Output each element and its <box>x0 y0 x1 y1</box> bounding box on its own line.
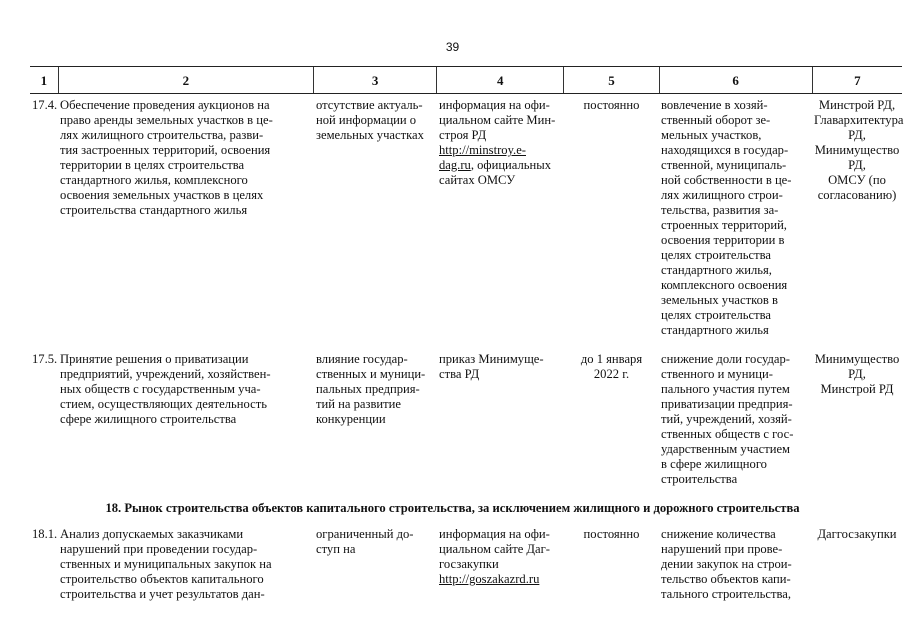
problem-line: тий на развитие <box>316 397 401 411</box>
result-cell <box>659 352 812 487</box>
responsible-line: Даггосзакупки <box>817 527 897 541</box>
result-line: находящихся в государ- <box>661 143 789 157</box>
source-line: сайтах ОМСУ <box>439 173 516 187</box>
problem-line: влияние государ- <box>316 352 408 366</box>
result-line: тий, учреждений, хозяй- <box>661 412 792 426</box>
deadline-line: постоянно <box>583 527 640 541</box>
source-cell <box>437 98 564 338</box>
measure-line: тия застроенных территорий, освоения <box>60 143 271 157</box>
result-line: комплексного освоения <box>661 278 788 292</box>
measure-line: ственных и муниципальных закупок на <box>60 557 272 571</box>
result-line: освоения территории в <box>661 233 785 247</box>
problem-cell <box>314 352 437 487</box>
responsible-cell <box>812 352 902 487</box>
result-line: ной собственности в це- <box>661 173 792 187</box>
source-link[interactable]: http://minstroy.e- <box>439 143 526 157</box>
problem-line: конкуренции <box>316 412 386 426</box>
deadline-cell <box>564 98 659 338</box>
header-col-3: 3 <box>314 67 437 93</box>
result-line: нарушений при прове- <box>661 542 783 556</box>
deadline-line: постоянно <box>583 98 640 112</box>
measure-line: стандартного жилья, комплексного <box>60 173 248 187</box>
result-line: дении закупок на строи- <box>661 557 792 571</box>
responsible-line: ОМСУ (по <box>828 173 886 187</box>
problem-line: ограниченный до- <box>316 527 414 541</box>
problem-line: земельных участках <box>316 128 424 142</box>
header-col-1: 1 <box>30 67 59 93</box>
source-line: информация на офи- <box>439 98 550 112</box>
problem-line: пальных предприя- <box>316 382 420 396</box>
measure-line: Принятие решения о приватизации <box>60 352 249 366</box>
source-line: приказ Минимуще- <box>439 352 544 366</box>
result-line: ственной, муниципаль- <box>661 158 787 172</box>
result-line: строенных территорий, <box>661 218 787 232</box>
responsible-line: согласованию) <box>817 188 897 202</box>
result-line: ударственным участием <box>661 442 791 456</box>
header-col-6: 6 <box>660 67 813 93</box>
measure-line: строительства стандартного жилья <box>60 203 248 217</box>
problem-line: ной информации о <box>316 113 417 127</box>
result-line: строительства <box>661 472 738 486</box>
table-row <box>30 98 902 338</box>
result-line: снижение количества <box>661 527 776 541</box>
header-col-2: 2 <box>59 67 314 93</box>
header-col-5: 5 <box>564 67 659 93</box>
header-col-7: 7 <box>854 72 861 88</box>
result-line: целях строительства <box>661 308 772 322</box>
result-line: ственный оборот зе- <box>661 113 771 127</box>
responsible-cell <box>812 98 902 338</box>
result-cell <box>659 527 812 602</box>
measure-line: нарушений при проведении государ- <box>60 542 258 556</box>
measure-line: лях жилищного строительства, разви- <box>60 128 264 142</box>
measure-line: предприятий, учреждений, хозяйствен- <box>60 367 271 381</box>
row-number: 17.5. <box>32 352 58 366</box>
source-link[interactable]: dag.ru <box>439 158 471 172</box>
measure-line: Обеспечение проведения аукционов на <box>60 98 270 112</box>
source-cell <box>437 352 564 487</box>
measure-cell <box>58 352 314 487</box>
problem-line: ступ на <box>316 542 356 556</box>
measure-line: Анализ допускаемых заказчиками <box>60 527 244 541</box>
problem-line: отсутствие актуаль- <box>316 98 423 112</box>
source-line: , официальных <box>470 158 552 172</box>
table-row <box>30 352 902 487</box>
page-number: 39 <box>445 40 460 54</box>
measure-line: территории в целях строительства <box>60 158 245 172</box>
table-header <box>30 66 902 94</box>
source-line: циальном сайте Даг- <box>439 542 550 556</box>
responsible-line: РД, <box>848 158 866 172</box>
responsible-line: Минстрой РД <box>820 382 894 396</box>
deadline-line: до 1 января <box>580 352 643 366</box>
result-line: стандартного жилья, <box>661 263 772 277</box>
result-line: земельных участков в <box>661 293 778 307</box>
measure-line: стием, осуществляющих деятельность <box>60 397 267 411</box>
result-line: вовлечение в хозяй- <box>661 98 768 112</box>
result-line: тельство объектов капи- <box>661 572 791 586</box>
responsible-line: РД, <box>848 128 866 142</box>
responsible-line: РД, <box>848 367 866 381</box>
result-line: пального участия путем <box>661 382 790 396</box>
problem-cell <box>314 527 437 602</box>
deadline-cell <box>564 527 659 602</box>
result-line: стандартного жилья <box>661 323 769 337</box>
source-line: ства РД <box>439 367 480 381</box>
responsible-cell <box>812 527 902 602</box>
problem-cell <box>314 98 437 338</box>
table-row <box>30 527 902 602</box>
result-line: тельства, развития за- <box>661 203 779 217</box>
source-line: госзакупки <box>439 557 499 571</box>
measure-line: строительство объектов капитального <box>60 572 264 586</box>
measure-line: право аренды земельных участков в це- <box>60 113 273 127</box>
result-line: лях жилищного строи- <box>661 188 783 202</box>
result-line: мельных участков, <box>661 128 762 142</box>
responsible-line: Минимущество <box>814 352 900 366</box>
result-line: ственного и муници- <box>661 367 773 381</box>
result-line: ственных обществ с гос- <box>661 427 794 441</box>
responsible-line: Минстрой РД, <box>818 98 896 112</box>
measure-cell <box>58 527 314 602</box>
source-line: информация на офи- <box>439 527 550 541</box>
measure-line: сфере жилищного строительства <box>60 412 237 426</box>
measure-line: освоения земельных участков в целях <box>60 188 264 202</box>
section-title: 18. Рынок строительства объектов капитального строительства, за исключением жилищного и дорожного строительства <box>105 501 800 515</box>
measure-cell <box>58 98 314 338</box>
result-cell <box>659 98 812 338</box>
source-line: циальном сайте Мин- <box>439 113 556 127</box>
result-line: приватизации предприя- <box>661 397 793 411</box>
responsible-line: Главархитектура <box>814 113 904 127</box>
deadline-line: 2022 г. <box>593 367 630 381</box>
measure-line: строительства и учет результатов дан- <box>60 587 265 601</box>
problem-line: ственных и муници- <box>316 367 426 381</box>
row-number: 17.4. <box>32 98 58 112</box>
header-col-4: 4 <box>437 67 564 93</box>
result-line: тального строительства, <box>661 587 792 601</box>
row-number: 18.1. <box>32 527 58 541</box>
source-cell <box>437 527 564 602</box>
deadline-cell <box>564 352 659 487</box>
result-line: снижение доли государ- <box>661 352 790 366</box>
source-link[interactable]: http://goszakazrd.ru <box>439 572 540 586</box>
result-line: целях строительства <box>661 248 772 262</box>
measure-line: ных обществ с государственным уча- <box>60 382 261 396</box>
responsible-line: Минимущество <box>814 143 900 157</box>
source-line: строя РД <box>439 128 487 142</box>
result-line: в сфере жилищного <box>661 457 767 471</box>
